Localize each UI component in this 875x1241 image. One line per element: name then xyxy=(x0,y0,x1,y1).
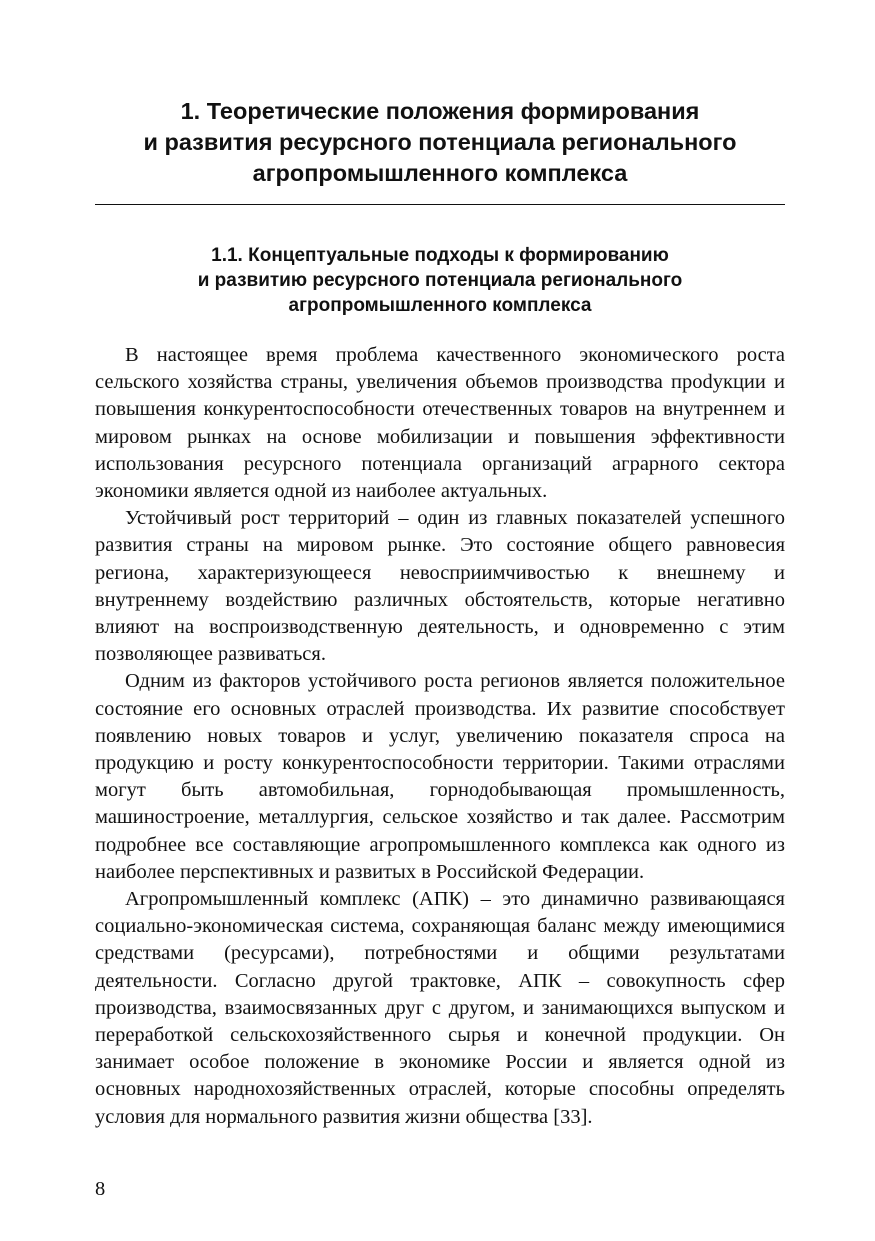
page-content xyxy=(95,0,785,1131)
section-title: 1.1. Концептуальные подходы к формированию и развитию ресурсного потенциала регионального агропромышленного комплекса xyxy=(197,245,683,316)
paragraph: Одним из факторов устойчивого роста регионов является положительное состояние его основных отраслей производства. Их развитие способствует появлению новых товаров и услуг, увеличению показателя спроса на продукцию и росту конкурентоспособности территории. Такими отраслями могут быть автомобильная, горнодобывающая промышленность, машиностроение, металлургия, сельское хозяйство и так далее. Рассмотрим подробнее все составляющие агропромышленного комплекса как одного из наиболее перспективных и развитых в Российской Федерации. xyxy=(95,670,785,883)
body-text xyxy=(95,342,785,1131)
paragraph: Агропромышленный комплекс (АПК) – это динамично развивающаяся социально-экономическая система, сохраняющая баланс между имеющимися средствами (ресурсами), потребностями и общими результатами деятельности. Согласно другой трактовке, АПК – совокупность сфер производства, взаимосвязанных друг с другом, и занимающихся выпуском и переработкой сельскохозяйственного сырья и конечной продукции. Он занимает особое положение в экономике России и является одной из основных народнохозяйственных отраслей, которые способны определять условия для нормального развития жизни общества [33]. xyxy=(95,888,785,1128)
page-number: 8 xyxy=(95,1178,106,1200)
paragraph: Устойчивый рост территорий – один из главных показателей успешного развития страны на мировом рынке. Это состояние общего равновесия региона, характеризующееся невосприимчивостью к внешнему и внутреннему воздействию различных обстоятельств, которые негативно влияют на воспроизводственную деятельность, и одновременно с этим позволяющее развиваться. xyxy=(95,507,785,666)
chapter-title: 1. Теоретические положения формирования и развития ресурсного потенциала регионального агропромышленного комплекса xyxy=(143,98,737,186)
title-divider xyxy=(95,204,785,205)
paragraph: В настоящее время проблема качественного экономического роста сельского хозяйства страны, увеличения объемов производства проdукции и повышения конкурентоспособности отечественных товаров на внутреннем и мировом рынках на основе мобилизации и повышения эффективности использования ресурсного потенциала организаций аграрного сектора экономики является одной из наиболее актуальных. xyxy=(95,344,785,503)
